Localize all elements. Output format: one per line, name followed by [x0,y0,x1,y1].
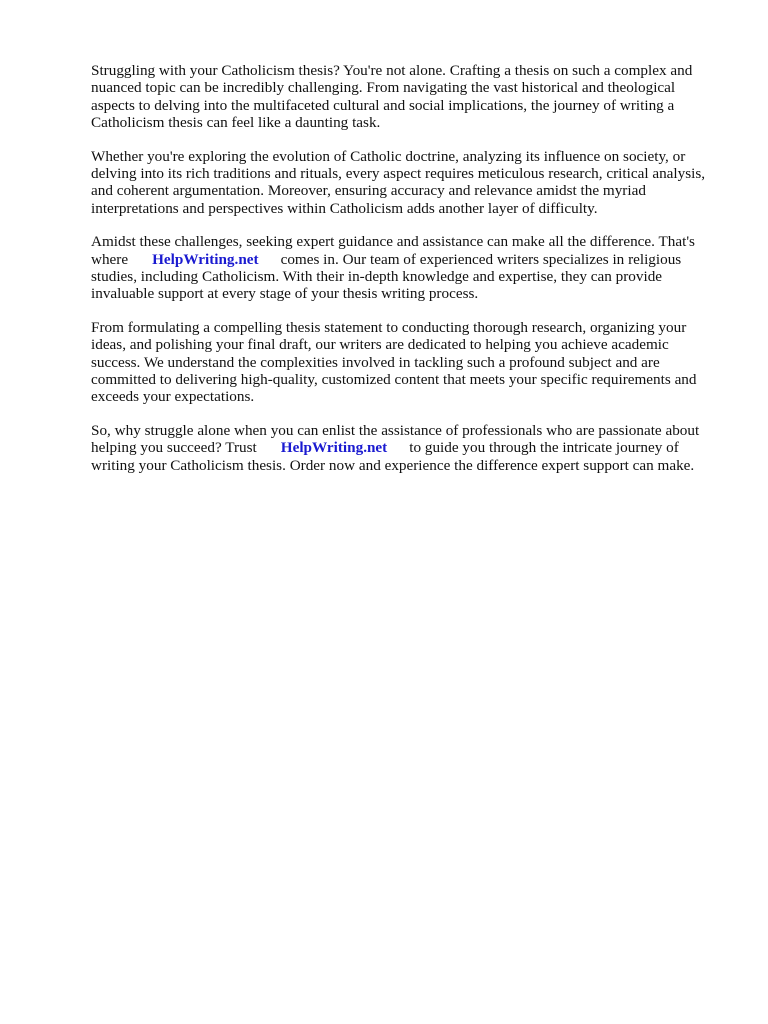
paragraph-conclusion-text-end: to guide you through the intricate journey of writing your Catholicism thesis. Order now and experience the difference expert support can make. [91,439,695,474]
paragraph-challenges: Whether you're exploring the evolution of Catholic doctrine, analyzing its influence on society, or delving into its rich traditions and rituals, every aspect requires meticulous research, critical analysis, and coherent argumentation. Moreover, ensuring accuracy and relevance amidst the myriad interpretations and perspectives within Catholicism adds another layer of difficulty. [91,147,706,217]
document-body [91,62,721,490]
paragraph-guidance-text-end: comes in. Our team of experienced writers specializes in religious studies, including Catholicism. With their in-depth knowledge and expertise, they can provide invaluable support at every stage of your thesis writing process. [91,250,682,303]
paragraph-guidance-text-start: Amidst these challenges, seeking expert guidance and assistance can make all the difference. That's where [91,233,695,268]
paragraph-conclusion-text-start: So, why struggle alone when you can enlist the assistance of professionals who are passionate about helping you succeed? Trust [91,422,700,457]
paragraph-conclusion [91,422,721,474]
helpwriting-link-2[interactable]: HelpWriting.net [280,439,388,457]
paragraph-guidance [91,233,721,302]
paragraph-services: From formulating a compelling thesis statement to conducting thorough research, organizing your ideas, and polishing your final draft, our writers are dedicated to helping you achieve academic success. We understand the complexities involved in tackling such a profound subject and are committed to delivering high-quality, customized content that meets your specific requirements and exceeds your expectations. [91,319,697,406]
helpwriting-link[interactable]: HelpWriting.net [152,250,259,268]
paragraph-intro: Struggling with your Catholicism thesis? You're not alone. Crafting a thesis on such a complex and nuanced topic can be incredibly challenging. From navigating the vast historical and theological aspects to delving into the multifaceted cultural and social implications, the journey of writing a Catholicism thesis can feel like a daunting task. [91,62,693,131]
